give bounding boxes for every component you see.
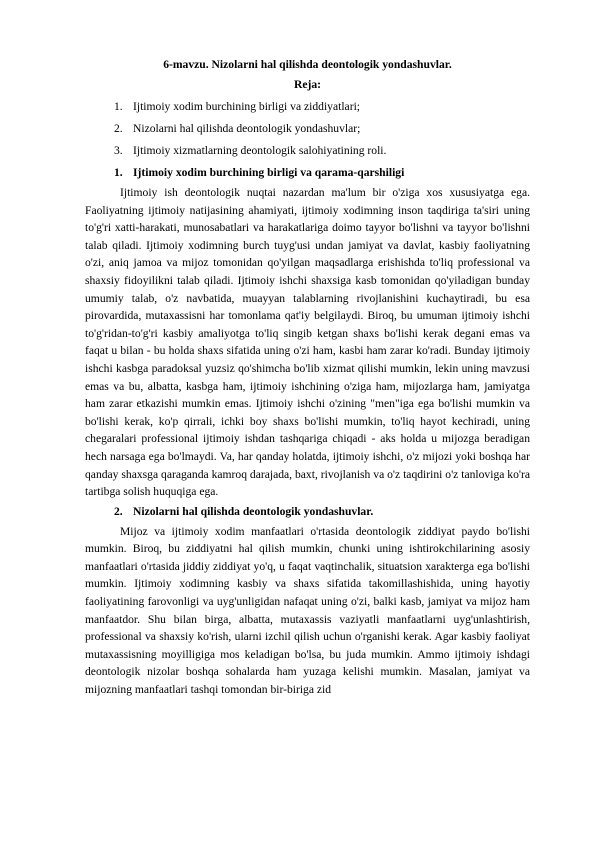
plan-item-text: Ijtimoiy xizmatlarning deontologik salohiyatining roli. bbox=[133, 144, 387, 157]
section-heading bbox=[85, 162, 530, 184]
section-number: 1. bbox=[114, 166, 123, 179]
plan-item bbox=[85, 140, 530, 162]
plan-item bbox=[85, 96, 530, 118]
document-title: 6-mavzu. Nizolarni hal qilishda deontologik yondashuvlar. bbox=[163, 58, 452, 71]
section-heading bbox=[85, 501, 530, 523]
body-paragraph: Ijtimoiy ish deontologik nuqtai nazardan ma'lum bir o'ziga xos xususiyatga ega. Faoliyatning ijtimoiy natijasining ahamiyati, ijtimoiy xodimning inson taqdiriga ta'siri uning to'g'ri xatti-harakati, munosabatlari va harakatlariga doimo tayyor bo'lishni va tayyor bo'lishni talab qiladi. Ijtimoiy xodimning burch tuyg'usi undan jamiyat va davlat, kasbiy faoliyatning o'zi, aniq jamoa va mijoz tomonidan qo'yilgan maqsadlarga erishishda to'liq professional va shaxsiy fidoyilikni talab qiladi. Ijtimoiy ishchi shaxsiga kasb tomonidan qo'yiladigan bunday umumiy talab, o'z navbatida, muayyan talablarning rivojlanishini kuchaytiradi, bu esa pirovardida, mutaxassisni har tomonlama qat'iy belgilaydi. Biroq, bu umuman ijtimoiy ishchi to'g'ridan-to'g'ri kasbiy amaliyotga to'liq singib ketgan shaxs bo'lishi kerak degani emas va faqat u bilan - bu holda shaxs sifatida uning o'zi ham, kasbi ham zarar ko'radi. Bunday ijtimoiy ishchi kasbga paradoksal yuzsiz qo'shimcha bo'lib xizmat qilishi mumkin, lekin uning mavzusi emas va bu, albatta, kasbga ham, ijtimoiy ishchining o'ziga ham, mijozlarga ham, jamiyatga ham zarar etkazishi mumkin emas. Ijtimoiy ishchi o'zining "men"iga ega bo'lishi mumkin va bo'lishi kerak, ko'p qirrali, ichki boy shaxs bo'lishi mumkin, to'liq hayot kechiradi, uning chegaralari professional ijtimoiy ishdan tashqariga chiqadi - aks holda u mijozga beradigan hech narsaga ega bo'lmaydi. Va, har qanday holatda, ijtimoiy ishchi, o'z mijozi yoki boshqa har qanday shaxsga qaraganda kamroq darajada, baxt, rivojlanish va o'z taqdirini o'z tanloviga ko'ra tartibga solish huquqiga ega. bbox=[85, 186, 530, 499]
section-number: 2. bbox=[114, 504, 123, 518]
body-paragraph: Mijoz va ijtimoiy xodim manfaatlari o'rtasida deontologik ziddiyat paydo bo'lishi mumkin. Biroq, bu ziddiyatni hal qilish mumkin, chunki uning ishtirokchilarining asosiy manfaatlari o'rtasida jiddiy ziddiyat yo'q, u faqat vaqtinchalik, situatsion xarakterga ega bo'lishi mumkin. Ijtimoiy xodimning kasbiy va shaxs sifatida takomillashishida, uning hayotiy faoliyatining farovonligi va uyg'unligidan nafaqat uning o'zi, balki kasb, jamiyat va mijoz ham manfaatdor. Shu bilan birga, albatta, mutaxassis vaziyatli manfaatlarni uyg'unlashtirish, professional va shaxsiy ko'rish, ularni izchil qilish uchun o'rganishi kerak. Agar kasbiy faoliyat mutaxassisning moyilligiga mos keladigan bo'lsa, bu juda mumkin. Ammo ijtimoiy ishdagi deontologik nizolar boshqa sohalarda ham yuzaga kelishi mumkin. Masalan, jamiyat va mijozning manfaatlari tashqi tomondan bir-biriga zid bbox=[85, 524, 530, 697]
section-heading-text: Ijtimoiy xodim burchining birligi va qarama-qarshiligi bbox=[133, 166, 405, 179]
plan-item-number: 1. bbox=[114, 100, 123, 113]
section-heading-text: Nizolarni hal qilishda deontologik yondashuvlar. bbox=[133, 504, 374, 518]
document-page bbox=[85, 56, 530, 699]
plan-title: Reja: bbox=[293, 78, 322, 91]
plan-list bbox=[85, 96, 530, 162]
plan-item-number: 2. bbox=[114, 122, 123, 135]
plan-item-text: Nizolarni hal qilishda deontologik yondashuvlar; bbox=[133, 122, 361, 135]
plan-item-number: 3. bbox=[114, 144, 123, 157]
plan-item-text: Ijtimoiy xodim burchining birligi va ziddiyatlari; bbox=[133, 100, 361, 113]
plan-item bbox=[85, 118, 530, 140]
